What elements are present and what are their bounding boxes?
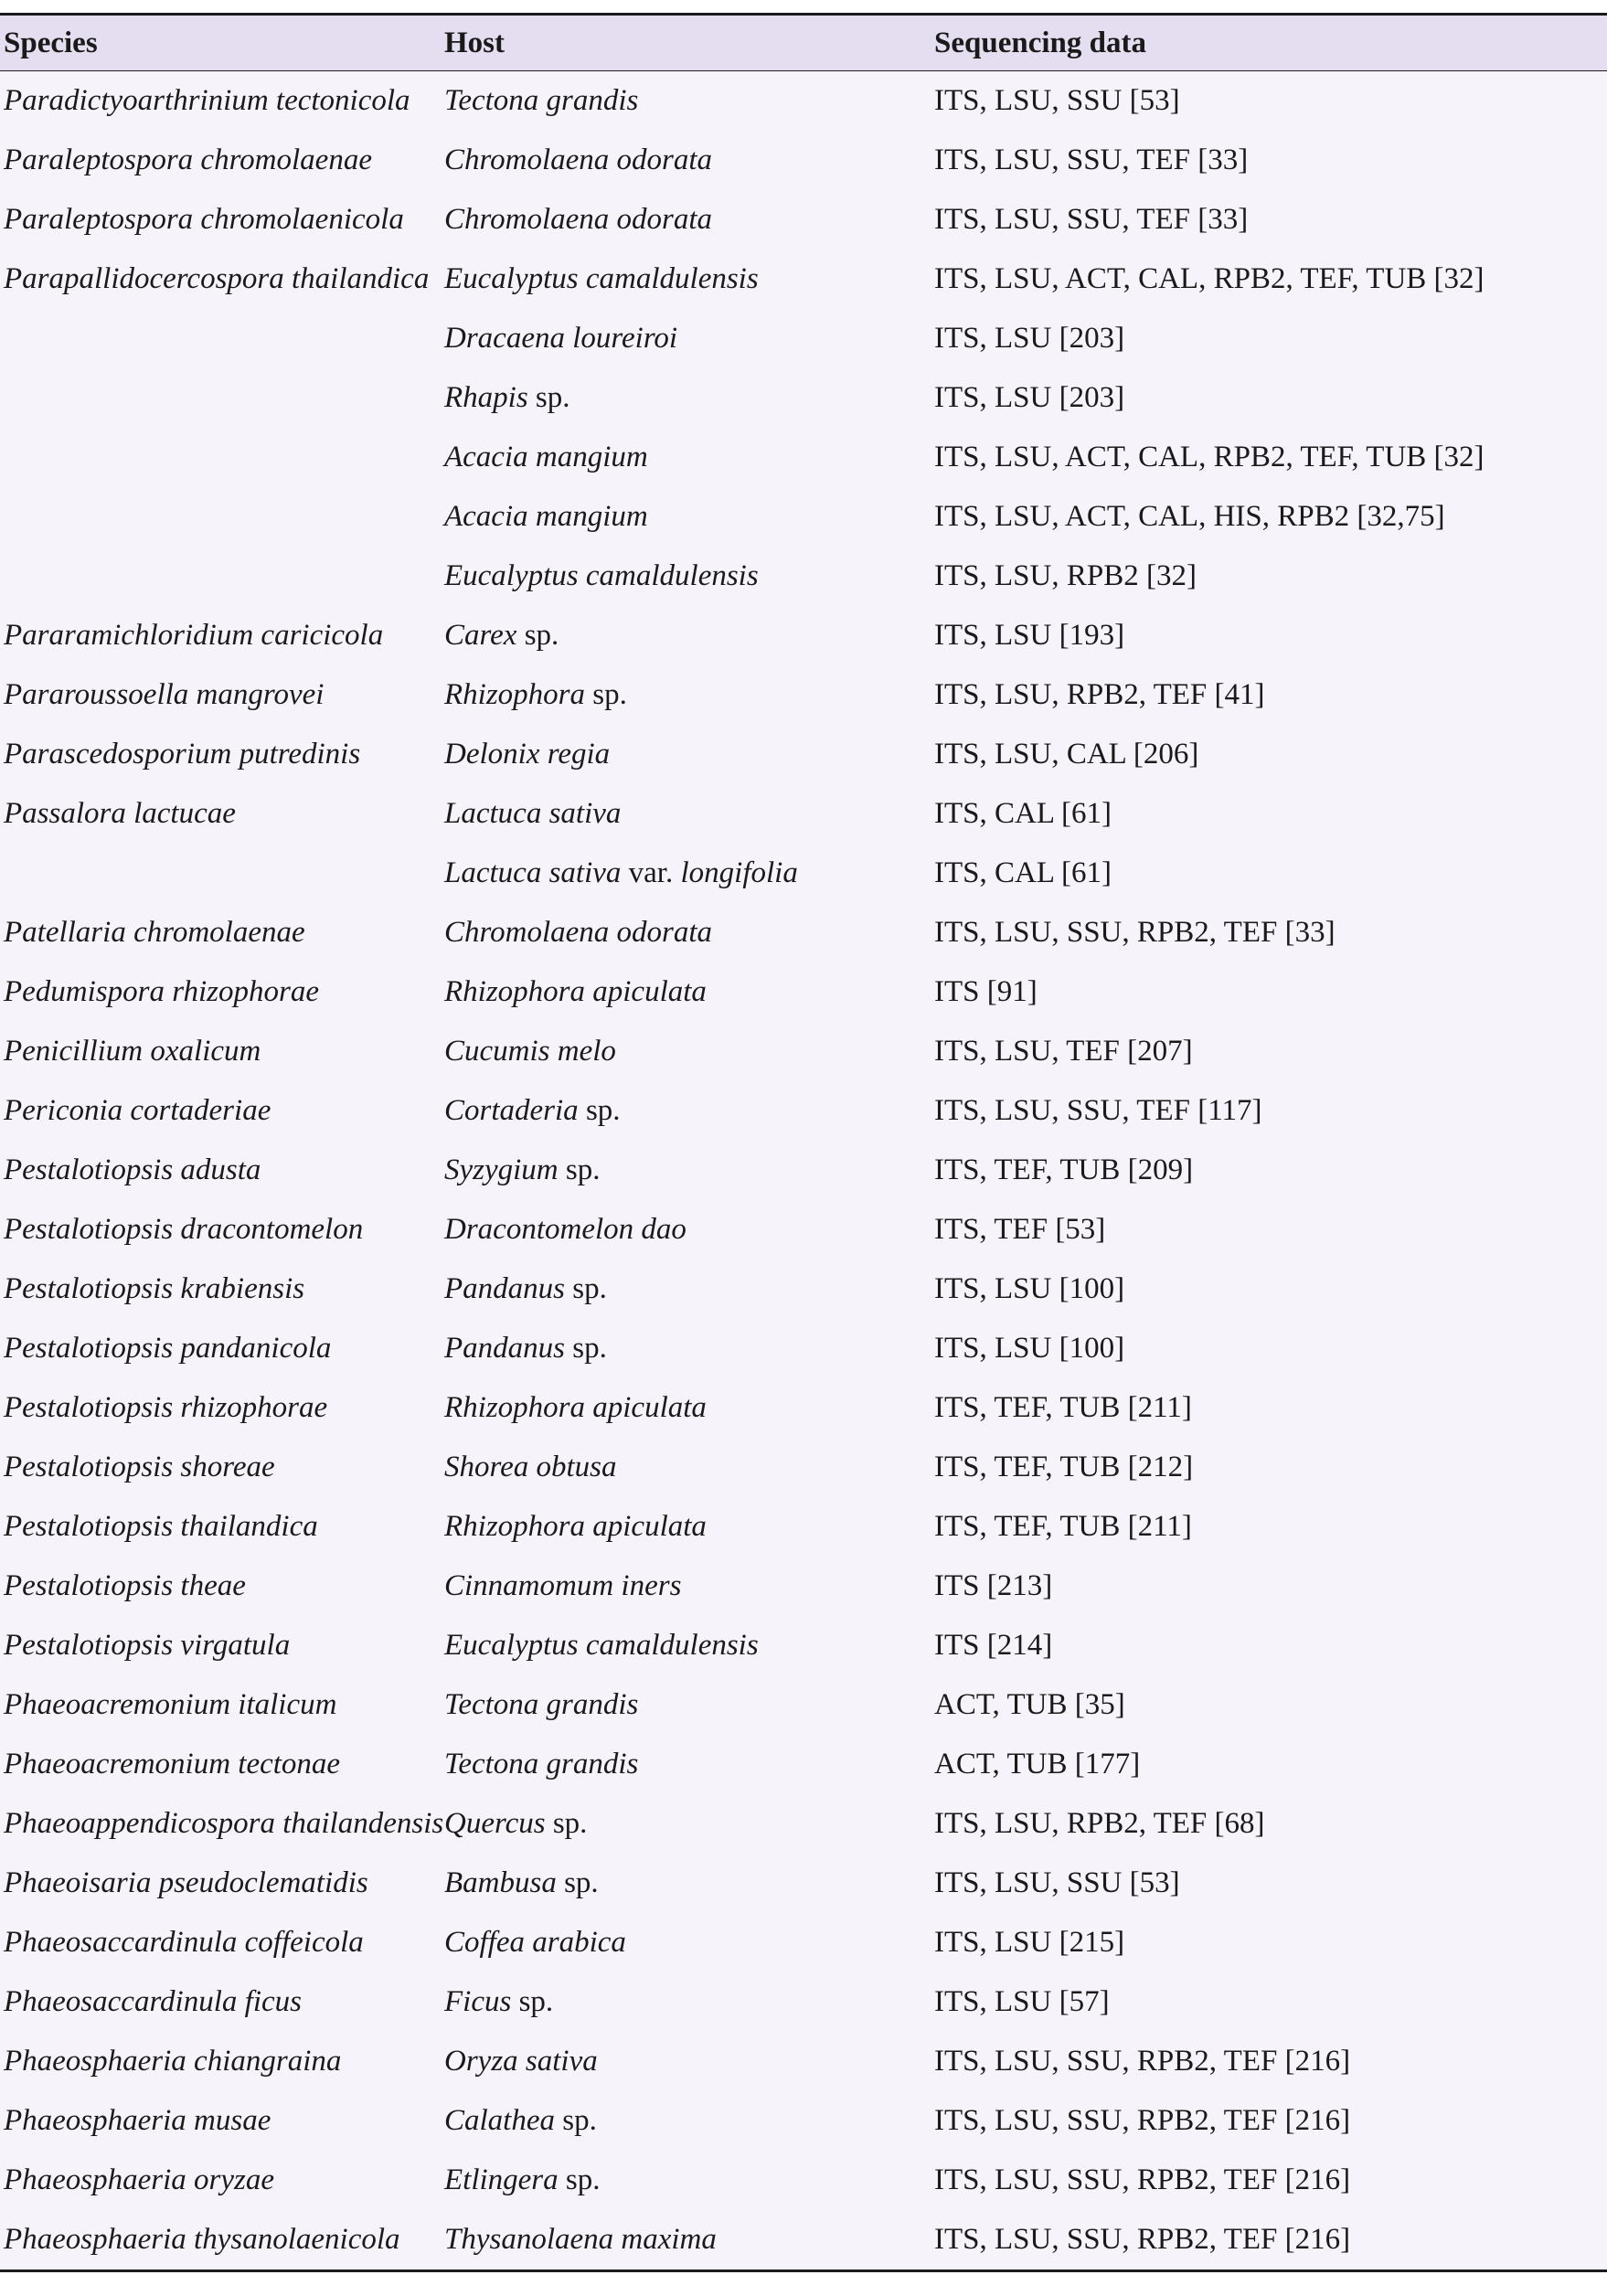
host-name: Thysanolaena maxima [444,2223,717,2256]
host-name: Cortaderia [444,1094,579,1127]
header-host: Host [444,26,505,59]
table-row [0,1141,1607,1200]
host-name: Pandanus [444,1332,565,1365]
table-row [0,1319,1607,1378]
cell-species: Phaeosphaeria thysanolaenicola [4,2223,400,2256]
table-row [0,1794,1607,1854]
table-row [0,190,1607,250]
host-name: Rhizophora [444,678,586,711]
cell-sequencing: ITS, LSU, SSU [53] [934,1866,1180,1899]
cell-species: Passalora lactucae [4,797,236,830]
host-qualifier: sp. [558,1153,601,1186]
cell-sequencing: ITS, TEF [53] [934,1213,1106,1246]
host-qualifier: sp. [511,1985,554,2018]
cell-host [444,2045,934,2078]
host-name: Eucalyptus camaldulensis [444,1629,759,1662]
cell-host [444,2223,934,2257]
cell-host [444,1569,934,1603]
table-header [0,16,1607,71]
table-body [0,71,1607,2269]
table-row [0,1675,1607,1735]
cell-species: Pestalotiopsis rhizophorae [4,1391,328,1424]
host-name: Tectona grandis [444,1748,639,1780]
host-qualifier: sp. [555,2104,597,2137]
cell-host [444,559,934,593]
cell-sequencing: ITS, LSU, RPB2 [32] [934,559,1197,592]
table-row [0,2091,1607,2151]
table-row [0,487,1607,547]
host-name: Calathea [444,2104,555,2137]
table-row [0,1616,1607,1675]
cell-sequencing: ITS, TEF, TUB [211] [934,1510,1192,1543]
host-name: Cinnamomum iners [444,1569,682,1602]
host-name: Eucalyptus camaldulensis [444,262,759,295]
cell-host [444,678,934,712]
host-name: Acacia mangium [444,441,648,473]
cell-sequencing: ITS, LSU, SSU, TEF [33] [934,144,1249,176]
cell-host [444,1094,934,1128]
cell-host [444,84,934,118]
table-row [0,1200,1607,1260]
table-row [0,725,1607,784]
host-name: Etlingera [444,2163,559,2196]
table-row [0,844,1607,903]
cell-sequencing: ITS, LSU, SSU, TEF [33] [934,203,1249,236]
table-row [0,1972,1607,2032]
host-name: Chromolaena odorata [444,916,713,949]
cell-sequencing: ITS [91] [934,975,1038,1008]
cell-species: Phaeosphaeria oryzae [4,2163,275,2196]
cell-sequencing: ITS, LSU [100] [934,1272,1125,1305]
cell-species: Penicillium oxalicum [4,1035,261,1068]
host-name: Cucumis melo [444,1035,616,1068]
table-row [0,2032,1607,2091]
cell-species: Pestalotiopsis shoreae [4,1451,275,1483]
cell-sequencing: ITS, LSU [215] [934,1926,1125,1959]
table-row [0,250,1607,309]
host-name: Rhizophora apiculata [444,1391,707,1424]
cell-species: Paradictyoarthrinium tectonicola [4,84,410,117]
cell-host [444,916,934,950]
cell-species: Pestalotiopsis virgatula [4,1629,291,1662]
header-species: Species [4,26,98,59]
cell-host [444,441,934,474]
cell-sequencing: ITS, LSU [193] [934,619,1125,652]
table-row [0,1557,1607,1616]
host-qualifier: sp. [527,381,570,414]
host-name: Coffea arabica [444,1926,626,1959]
host-name: Tectona grandis [444,84,639,117]
table-row [0,1854,1607,1913]
cell-sequencing: ACT, TUB [35] [934,1688,1125,1721]
table-row [0,428,1607,487]
host-name: Dracontomelon dao [444,1213,686,1246]
host-name: Syzygium [444,1153,559,1186]
cell-sequencing: ITS [213] [934,1569,1053,1602]
cell-species: Phaeosphaeria chiangraina [4,2045,342,2078]
table-row [0,2210,1607,2269]
cell-host [444,2163,934,2197]
cell-species: Parapallidocercospora thailandica [4,262,430,295]
table-row [0,1735,1607,1794]
table-row [0,1260,1607,1319]
cell-host [444,797,934,831]
host-qualifier: sp. [556,1866,599,1899]
table-row [0,606,1607,665]
cell-sequencing: ITS, LSU, SSU, RPB2, TEF [216] [934,2163,1351,2196]
cell-sequencing: ITS, LSU, SSU, RPB2, TEF [216] [934,2045,1351,2078]
cell-sequencing: ITS, LSU [203] [934,322,1125,355]
cell-sequencing: ITS, LSU, RPB2, TEF [68] [934,1807,1265,1840]
table-row [0,665,1607,725]
table-row [0,1022,1607,1081]
cell-sequencing: ITS, LSU, SSU [53] [934,84,1180,117]
host-name: Dracaena loureiroi [444,322,678,355]
host-name: Shorea obtusa [444,1451,617,1483]
bottom-rule [0,2269,1607,2272]
table-row [0,1497,1607,1557]
host-name: Chromolaena odorata [444,203,713,236]
host-name: Tectona grandis [444,1688,639,1721]
cell-species: Phaeosphaeria musae [4,2104,271,2137]
host-name: Rhapis [444,381,528,414]
header-sequencing: Sequencing data [934,26,1146,59]
cell-species: Patellaria chromolaenae [4,916,305,949]
cell-sequencing: ITS, CAL [61] [934,856,1112,889]
host-name: Ficus [444,1985,512,2018]
cell-host [444,1391,934,1425]
host-name: Lactuca sativa [444,797,622,830]
cell-species: Periconia cortaderiae [4,1094,271,1127]
host-qualifier: sp. [565,1332,607,1365]
table-row [0,784,1607,844]
cell-sequencing: ITS [214] [934,1629,1053,1662]
host-name: Quercus [444,1807,546,1840]
host-name: Carex [444,619,517,652]
host-name: Delonix regia [444,738,611,771]
cell-host [444,619,934,653]
host-qualifier: sp. [578,1094,621,1127]
cell-sequencing: ITS, TEF, TUB [209] [934,1153,1194,1186]
cell-sequencing: ITS, LSU, SSU, TEF [117] [934,1094,1262,1127]
host-qualifier: sp. [545,1807,588,1840]
host-name: Chromolaena odorata [444,144,713,176]
cell-host [444,1629,934,1663]
cell-sequencing: ITS, LSU, SSU, RPB2, TEF [216] [934,2223,1351,2256]
table-row [0,962,1607,1022]
cell-species: Pararamichloridium caricicola [4,619,384,652]
cell-sequencing: ITS, TEF, TUB [212] [934,1451,1194,1483]
host-name: Acacia mangium [444,500,648,533]
cell-host [444,1688,934,1722]
cell-sequencing: ITS, LSU, ACT, CAL, HIS, RPB2 [32,75] [934,500,1445,533]
cell-host [444,1451,934,1484]
cell-species: Phaeoisaria pseudoclematidis [4,1866,368,1899]
host-name: Lactuca sativa [444,856,622,889]
cell-host [444,262,934,296]
cell-species: Pestalotiopsis thailandica [4,1510,318,1543]
cell-host [444,1866,934,1900]
cell-host [444,1510,934,1544]
cell-species: Phaeoacremonium italicum [4,1688,337,1721]
cell-species: Pestalotiopsis theae [4,1569,246,1602]
cell-host [444,2104,934,2138]
cell-sequencing: ITS, LSU [203] [934,381,1125,414]
table-row [0,1378,1607,1438]
cell-species: Pestalotiopsis dracontomelon [4,1213,364,1246]
cell-species: Phaeosaccardinula ficus [4,1985,302,2018]
cell-host [444,1035,934,1068]
host-name: Oryza sativa [444,2045,598,2078]
host-qualifier: var. [621,856,681,889]
cell-species: Parascedosporium putredinis [4,738,361,771]
host-qualifier: sp. [558,2163,601,2196]
cell-host [444,1926,934,1960]
cell-sequencing: ITS, LSU, SSU, RPB2, TEF [33] [934,916,1336,949]
table-row [0,368,1607,428]
table-row [0,1081,1607,1141]
cell-sequencing: ITS, LSU, CAL [206] [934,738,1199,771]
cell-species: Phaeoacremonium tectonae [4,1748,341,1780]
cell-species: Pestalotiopsis krabiensis [4,1272,305,1305]
cell-host [444,381,934,415]
host-name: Rhizophora apiculata [444,1510,707,1543]
table-row [0,71,1607,131]
cell-sequencing: ITS, LSU, RPB2, TEF [41] [934,678,1265,711]
cell-sequencing: ITS, LSU, TEF [207] [934,1035,1193,1068]
cell-sequencing: ITS, LSU, ACT, CAL, RPB2, TEF, TUB [32] [934,262,1485,295]
cell-sequencing: ACT, TUB [177] [934,1748,1141,1780]
cell-species: Paraleptospora chromolaenae [4,144,372,176]
cell-host [444,975,934,1009]
cell-sequencing: ITS, LSU [100] [934,1332,1125,1365]
table-row [0,1438,1607,1497]
cell-species: Pedumispora rhizophorae [4,975,319,1008]
cell-host [444,1153,934,1187]
cell-host [444,1332,934,1366]
table-row [0,547,1607,606]
species-host-table [0,13,1607,2272]
cell-host [444,144,934,177]
cell-host [444,1272,934,1306]
host-name: Bambusa [444,1866,557,1899]
cell-host [444,203,934,237]
cell-host [444,322,934,356]
host-name: Pandanus [444,1272,565,1305]
cell-species: Pestalotiopsis pandanicola [4,1332,332,1365]
host-qualifier: sp. [585,678,627,711]
cell-species: Paraleptospora chromolaenicola [4,203,404,236]
table-row [0,131,1607,190]
cell-sequencing: ITS, LSU, SSU, RPB2, TEF [216] [934,2104,1351,2137]
cell-host [444,1748,934,1781]
cell-species: Pestalotiopsis adusta [4,1153,261,1186]
cell-host [444,1213,934,1247]
cell-species: Phaeoappendicospora thailandensis [4,1807,444,1840]
table-row [0,903,1607,962]
host-name: Rhizophora apiculata [444,975,707,1008]
cell-sequencing: ITS, LSU [57] [934,1985,1110,2018]
host-qualifier: sp. [516,619,559,652]
cell-host [444,1807,934,1841]
table-row [0,1913,1607,1972]
cell-sequencing: ITS, LSU, ACT, CAL, RPB2, TEF, TUB [32] [934,441,1485,473]
cell-species: Phaeosaccardinula coffeicola [4,1926,364,1959]
cell-host [444,500,934,534]
cell-sequencing: ITS, CAL [61] [934,797,1112,830]
cell-sequencing: ITS, TEF, TUB [211] [934,1391,1192,1424]
cell-host [444,856,934,890]
cell-host [444,1985,934,2019]
host-name: Eucalyptus camaldulensis [444,559,759,592]
table-row [0,309,1607,368]
cell-species: Pararoussoella mangrovei [4,678,325,711]
host-qualifier: sp. [565,1272,607,1305]
cell-host [444,738,934,771]
host-variety: longifolia [680,856,798,889]
table-row [0,2151,1607,2210]
